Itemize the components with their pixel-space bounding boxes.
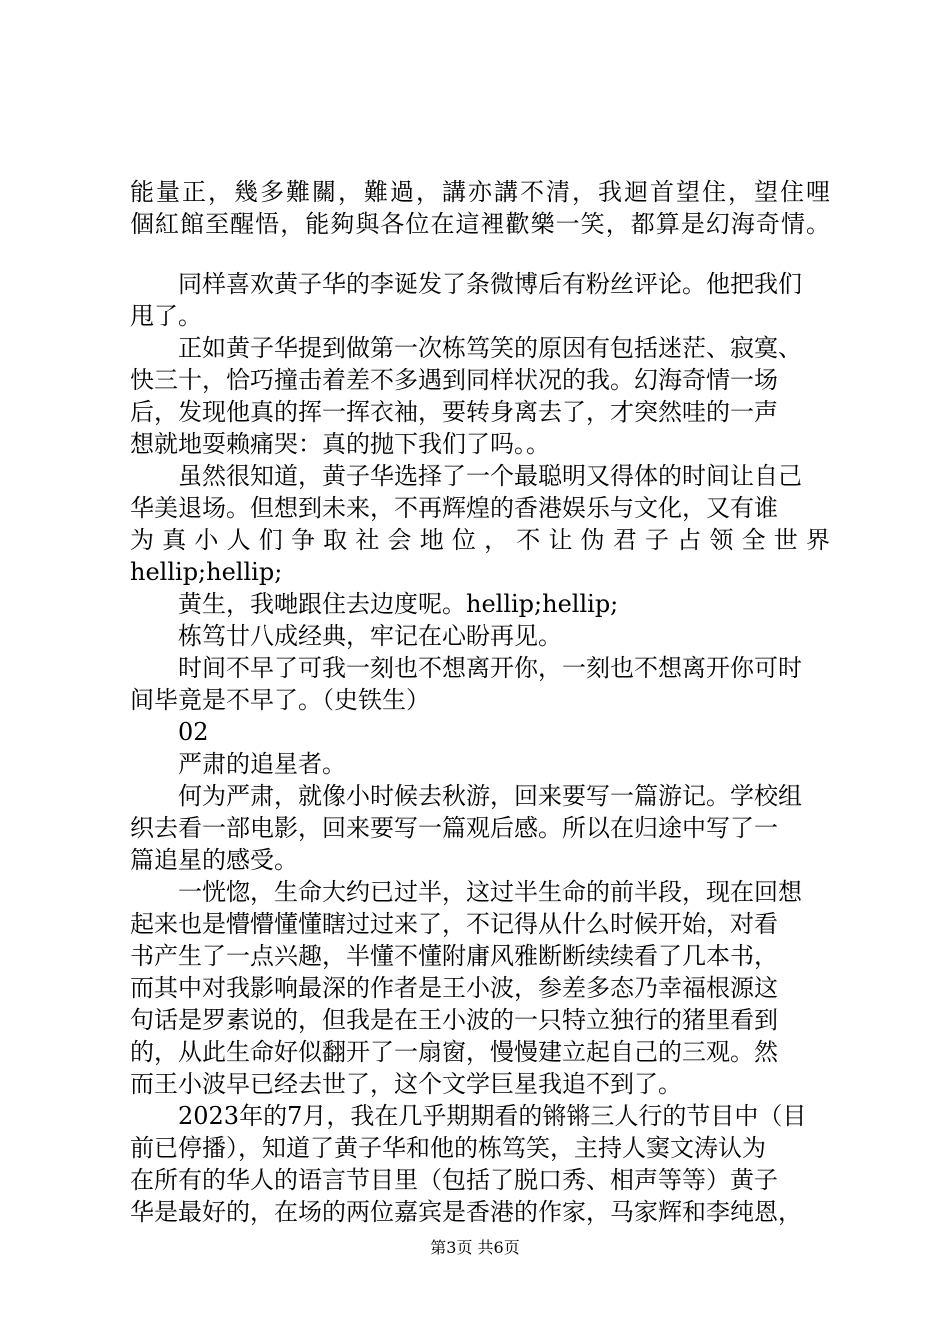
text-line: 间毕竟是不早了。（史铁生）	[130, 686, 430, 714]
text-line: 华美退场。但想到未来，不再辉煌的香港娱乐与文化，又有谁	[130, 494, 778, 522]
text-line: 华是最好的，在场的两位嘉宾是香港的作家，马家辉和李纯恩，	[130, 1198, 802, 1226]
text-line: 栋笃廿八成经典，牢记在心盼再见。	[178, 622, 562, 650]
text-line: 2023年的7月，我在几乎期期看的锵锵三人行的节目中（目	[178, 1102, 807, 1130]
text-line: 的，从此生命好似翻开了一扇窗，慢慢建立起自己的三观。然	[130, 1038, 778, 1066]
text-line: 快三十，恰巧撞击着差不多遇到同样状况的我。幻海奇情一场	[130, 366, 778, 394]
text-line: 后，发现他真的挥一挥衣袖，要转身离去了，才突然哇的一声	[130, 398, 778, 426]
text-line: 黄生，我哋跟住去边度呢。hellip;hellip;	[178, 590, 619, 618]
text-line: 篇追星的感受。	[130, 846, 298, 874]
text-line: 能量正，幾多難關，難過，講亦講不清，我迴首望住，望住哩	[130, 178, 830, 206]
text-line: 句话是罗素说的，但我是在王小波的一只特立独行的猪里看到	[130, 1006, 778, 1034]
text-line: 时间不早了可我一刻也不想离开你，一刻也不想离开你可时	[178, 654, 802, 682]
text-line: 在所有的华人的语言节目里（包括了脱口秀、相声等等）黄子	[130, 1166, 778, 1194]
section-number: 02	[178, 718, 209, 746]
text-line: 而其中对我影响最深的作者是王小波，参差多态乃幸福根源这	[130, 974, 778, 1002]
document-body	[130, 176, 830, 1228]
text-line: 书产生了一点兴趣，半懂不懂附庸风雅断断续续看了几本书，	[130, 942, 778, 970]
text-line: 一恍惚，生命大约已过半，这过半生命的前半段，现在回想	[178, 878, 802, 906]
paragraph-gap	[130, 240, 830, 268]
text-line: 起来也是懵懵懂懂瞎过过来了，不记得从什么时候开始，对看	[130, 910, 778, 938]
text-line: 虽然很知道，黄子华选择了一个最聪明又得体的时间让自己	[178, 462, 802, 490]
text-line: 而王小波早已经去世了，这个文学巨星我追不到了。	[130, 1070, 682, 1098]
text-line: 甩了。	[130, 302, 202, 330]
text-line: 正如黄子华提到做第一次栋笃笑的原因有包括迷茫、寂寞、	[178, 334, 802, 362]
page-footer	[0, 1238, 950, 1258]
section-heading: 严肃的追星者。	[178, 750, 346, 778]
text-line: 想就地耍赖痛哭：真的抛下我们了吗。。	[130, 430, 550, 458]
page-number-label: 第3页 共6页	[430, 1238, 520, 1257]
text-line: 同样喜欢黄子华的李诞发了条微博后有粉丝评论。他把我们	[178, 270, 802, 298]
text-line: 为真小人们争取社会地位，不让伪君子占领全世界	[130, 526, 830, 554]
text-line: 何为严肃，就像小时候去秋游，回来要写一篇游记。学校组	[178, 782, 802, 810]
text-line: 個紅館至醒悟，能夠與各位在這裡歡樂一笑，都算是幻海奇情。	[130, 210, 830, 238]
text-line: hellip;hellip;	[130, 558, 283, 586]
text-line: 织去看一部电影，回来要写一篇观后感。所以在归途中写了一	[130, 814, 778, 842]
text-line: 前已停播），知道了黄子华和他的栋笃笑，主持人窦文涛认为	[130, 1134, 766, 1162]
